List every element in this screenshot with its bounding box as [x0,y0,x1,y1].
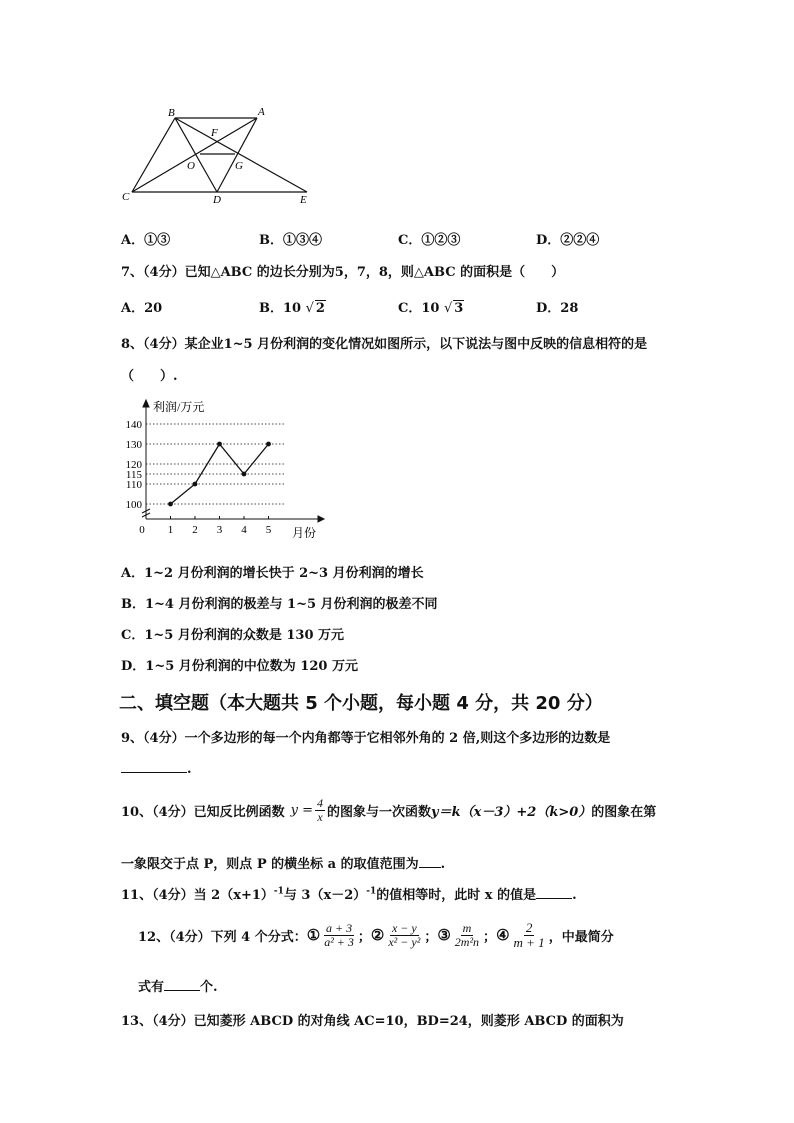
q12-fraction-2: $\frac{x - y}{\text{x² − y²}}$ [388,921,421,949]
section-2-title: 二、填空题（本大题共 5 个小题，每小题 4 分，共 20 分） [119,693,603,714]
q12-fraction-3: $\frac{m}{\text{2m²n}}$ [454,921,480,949]
q9-answer-line: . [121,760,192,777]
chart-x-tick-label: 2 [192,524,198,536]
chart-x-tick-label: 4 [241,524,247,536]
q8-stem-end: （ ）. [121,369,178,384]
profit-line-chart [116,395,328,543]
label-E: E [300,194,307,206]
chart-data-point [193,482,198,487]
chart-data-point [168,502,173,507]
chart-y-tick-label: 100 [125,499,142,511]
chart-data-point [242,472,247,477]
q6-option-c: C．①②③ [398,233,461,248]
q6-option-a: A．①③ [121,233,171,248]
label-D: D [213,194,221,206]
q9-blank[interactable] [121,760,187,773]
q9-stem: 9、（4分）一个多边形的每一个内角都等于它相邻外角的 2 倍,则这个多边形的边数是 [121,731,611,746]
q6-option-d: D．②②④ [536,233,600,248]
chart-y-tick-label: 130 [125,439,142,451]
q12-fraction-4: $\frac{2}{m + 1}$ [513,920,545,950]
chart-data-point [266,442,271,447]
q8-option-c: C．1~5 月份利润的众数是 130 万元 [121,628,345,643]
q10-fraction: $\frac{4}{x}$ [317,796,324,824]
chart-x-tick-label: 5 [265,524,272,536]
label-O: O [187,160,195,172]
chart-y-tick-label: 110 [125,479,142,491]
chart-x-tick-label: 3 [216,524,223,536]
q10-stem: 10、（4分）已知反比例函数 y = $\frac{4}{x}$ 的图象与一次函数 y＝k（x－3）+2（k>0） 的图象在第 [121,796,657,824]
q11-stem: 11、（4分）当 $2(x+1)^{-1}$与 $3(x-2)^{-1}$的值相等时，此时 x 的值是 . [121,886,577,903]
label-G: G [235,160,243,172]
q11-blank[interactable] [536,886,572,899]
q12-blank[interactable] [164,978,200,991]
q10-stem-line2: 一象限交于点 P，则点 P 的横坐标 a 的取值范围为 . [121,857,446,872]
q7-stem: 7、（4分）已知△ABC 的边长分别为5，7，8，则△ABC 的面积是（ ） [121,265,565,280]
q10-blank[interactable] [419,855,441,868]
label-A: A [258,106,265,118]
q7-option-b: B．10 √ 2 [259,301,325,316]
q13-stem: 13、（4分）已知菱形 ABCD 的对角线 AC=10，BD=24，则菱形 ABCD 的面积为 [121,1014,624,1029]
label-C: C [122,191,130,203]
q8-option-d: D．1~5 月份利润的中位数为 120 万元 [121,659,358,674]
chart-x-tick-label: 1 [167,524,174,536]
chart-y-tick-label: 115 [125,469,142,481]
label-F: F [211,127,218,139]
sqrt-symbol: √ [305,301,314,316]
q8-option-b: B．1~4 月份利润的极差与 1~5 月份利润的极差不同 [121,597,438,612]
q6-option-b: B．①③④ [259,233,323,248]
chart-x-label: 月份 [292,526,317,540]
chart-data-point [217,442,222,447]
geometry-figure [118,102,328,208]
q12-stem-line2: 式有 个. [138,980,218,995]
q8-stem: 8、（4分）某企业1~5 月份利润的变化情况如图所示，以下说法与图中反映的信息相符的是 [121,337,648,352]
chart-x-tick-label: 0 [139,524,145,536]
chart-y-tick-label: 120 [125,459,142,471]
q7-option-c: C．10 √ 3 [398,301,464,316]
sqrt-symbol: √ [443,301,453,316]
label-B: B [168,107,175,119]
q12-fraction-1: $\frac{a + 3}{\text{a² + 3}}$ [324,921,354,949]
q8-option-a: A．1~2 月份利润的增长快于 2~3 月份利润的增长 [121,566,424,581]
chart-y-label: 利润/万元 [153,400,205,414]
q7-option-a: A．20 [121,301,163,316]
q12-stem: 12、（4分）下列 4 个分式： ① $\frac{a + 3}{\text{a² + 3}}$ ； ② $\frac{x - y}{\text{x² − y²}}$ ； ③ $\frac{m}{\text{2m²n}}$ ； ④ $\frac{2}{m + 1}$ ，中最简分 [138,920,614,950]
chart-y-tick-label: 140 [125,419,142,431]
q7-option-d: D．28 [536,301,579,316]
